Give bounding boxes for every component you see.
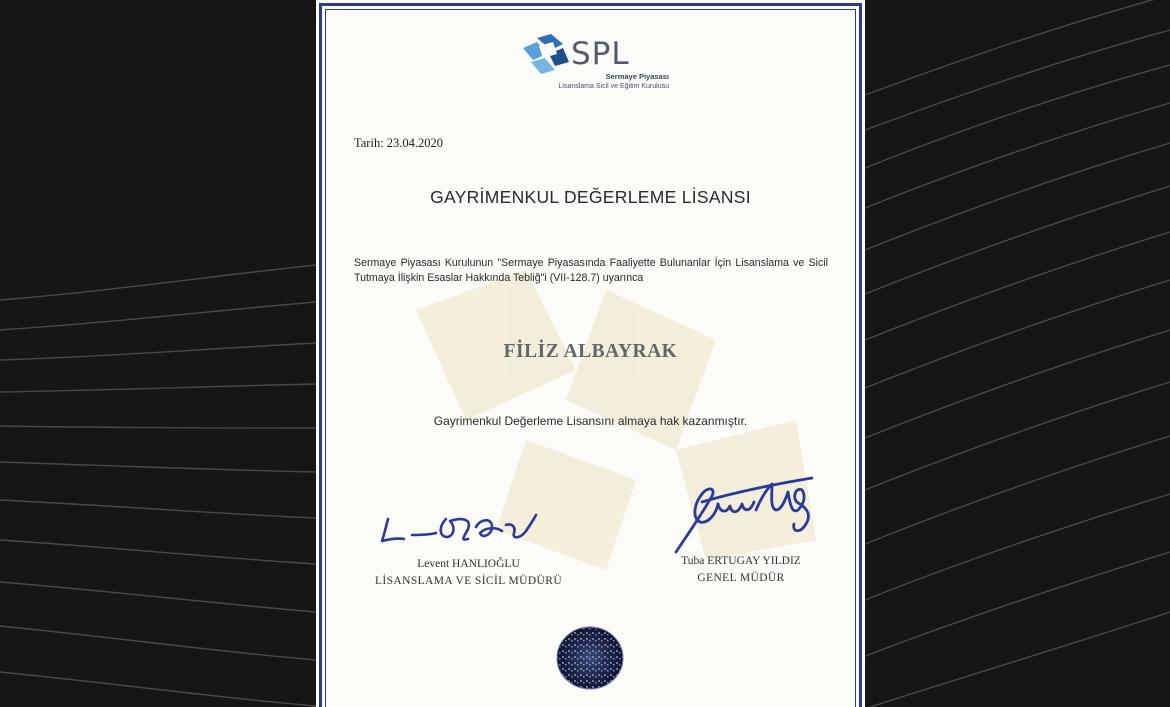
granted-statement: Gayrimenkul Değerleme Lisansını almaya hak kazanmıştır. xyxy=(433,414,748,428)
recipient-name: FİLİZ ALBAYRAK xyxy=(503,341,678,362)
svg-text:SPL: SPL xyxy=(571,36,630,72)
logo-subtitle xyxy=(529,72,669,92)
signature-levent-hanlioglu xyxy=(376,505,551,551)
signer-left-title: LİSANSLAMA VE SİCİL MÜDÜRÜ xyxy=(374,575,563,587)
certificate xyxy=(316,0,865,707)
signer-left xyxy=(361,556,576,590)
logo-subtitle-line1: Sermaye Piyasası xyxy=(605,72,669,81)
hologram-seal xyxy=(555,625,625,691)
certificate-body-text: Sermaye Piyasası Kurulunun "Sermaye Piyasasında Faaliyette Bulunanlar İçin Lisanslama ve Sicil Tutmaya İlişkin Esaslar Hakkında Tebliğ"i (VII-128.7) uyarınca xyxy=(354,257,828,284)
signature-tuba-ertugay-yildiz xyxy=(672,474,817,556)
signer-right-name: Tuba ERTUGAY YILDIZ xyxy=(681,555,801,567)
signer-right xyxy=(656,553,826,587)
signer-right-title: GENEL MÜDÜR xyxy=(697,572,785,584)
signer-left-name: Levent HANLIOĞLU xyxy=(417,558,520,570)
logo-subtitle-line2: Lisanslama Sicil ve Eğitim Kurulusu xyxy=(558,83,669,90)
certificate-title: GAYRİMENKUL DEĞERLEME LİSANSI xyxy=(430,187,751,207)
issue-date: Tarih: 23.04.2020 xyxy=(354,136,444,150)
